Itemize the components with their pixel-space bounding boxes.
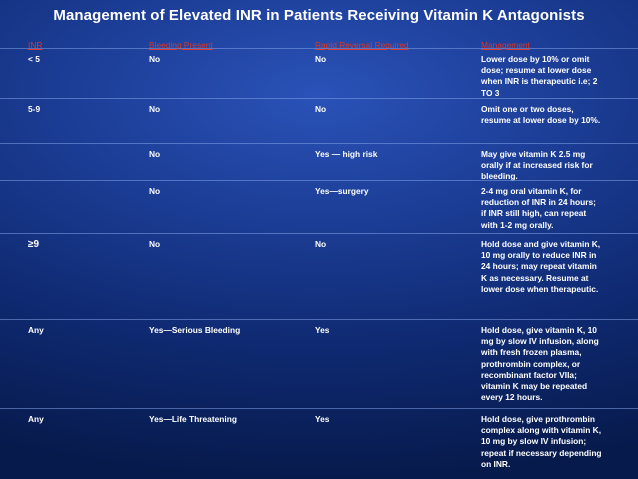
cell-inr: 5-9 — [28, 104, 41, 114]
table-row — [0, 143, 638, 180]
table-row — [0, 48, 638, 98]
cell-bleeding: Yes—Life Threatening — [149, 414, 237, 424]
inr-management-table — [0, 30, 638, 479]
cell-reversal: No — [315, 104, 327, 114]
cell-reversal: Yes — [315, 414, 330, 424]
cell-reversal: No — [315, 54, 327, 64]
header-bleeding-present[interactable]: Bleeding Present — [149, 40, 213, 50]
table-row — [0, 98, 638, 143]
cell-management: 2-4 mg oral vitamin K, for reduction of INR in 24 hours; if INR still high, can repeat with 1-2 mg orally. — [481, 186, 596, 230]
slide-title: Management of Elevated INR in Patients Receiving Vitamin K Antagonists — [53, 7, 585, 24]
cell-management: Hold dose, give vitamin K, 10 mg by slow IV infusion, along with fresh frozen plasma, prothrombin complex, or recombinant factor VIIa; vitamin K may be repeated every 12 hours. — [481, 325, 599, 403]
cell-bleeding: Yes—Serious Bleeding — [149, 325, 241, 335]
cell-reversal: Yes — high risk — [315, 149, 378, 159]
table-row — [0, 319, 638, 408]
cell-bleeding: No — [149, 186, 161, 196]
cell-inr: Any — [28, 414, 44, 424]
table-row — [0, 408, 638, 479]
cell-management: May give vitamin K 2.5 mg orally if at increased risk for bleeding. — [481, 149, 593, 182]
cell-bleeding: No — [149, 104, 161, 114]
cell-bleeding: No — [149, 239, 161, 249]
table-header-row — [0, 30, 638, 48]
cell-inr: < 5 — [28, 54, 40, 64]
cell-inr: Any — [28, 325, 44, 335]
cell-reversal: No — [315, 239, 327, 249]
cell-management: Hold dose and give vitamin K, 10 mg orally to reduce INR in 24 hours; may repeat vitamin K as necessary. Resume at lower dose when therapeutic. — [481, 239, 601, 294]
cell-reversal: Yes — [315, 325, 330, 335]
cell-bleeding: No — [149, 54, 161, 64]
header-management[interactable]: Management — [481, 40, 530, 50]
cell-reversal: Yes—surgery — [315, 186, 369, 196]
header-rapid-reversal[interactable]: Rapid Reversal Required — [315, 40, 409, 50]
header-inr[interactable]: INR — [28, 40, 43, 50]
cell-inr: ≥9 — [28, 239, 40, 250]
cell-bleeding: No — [149, 149, 161, 159]
table-row — [0, 180, 638, 233]
table-row — [0, 233, 638, 319]
cell-management: Hold dose, give prothrombin complex along with vitamin K, 10 mg by slow IV infusion; repeat if necessary depending on INR. — [481, 414, 602, 469]
cell-management: Lower dose by 10% or omit dose; resume at lower dose when INR is therapeutic i.e; 2 TO 3 — [481, 54, 598, 98]
cell-management: Omit one or two doses, resume at lower dose by 10%. — [481, 104, 601, 126]
